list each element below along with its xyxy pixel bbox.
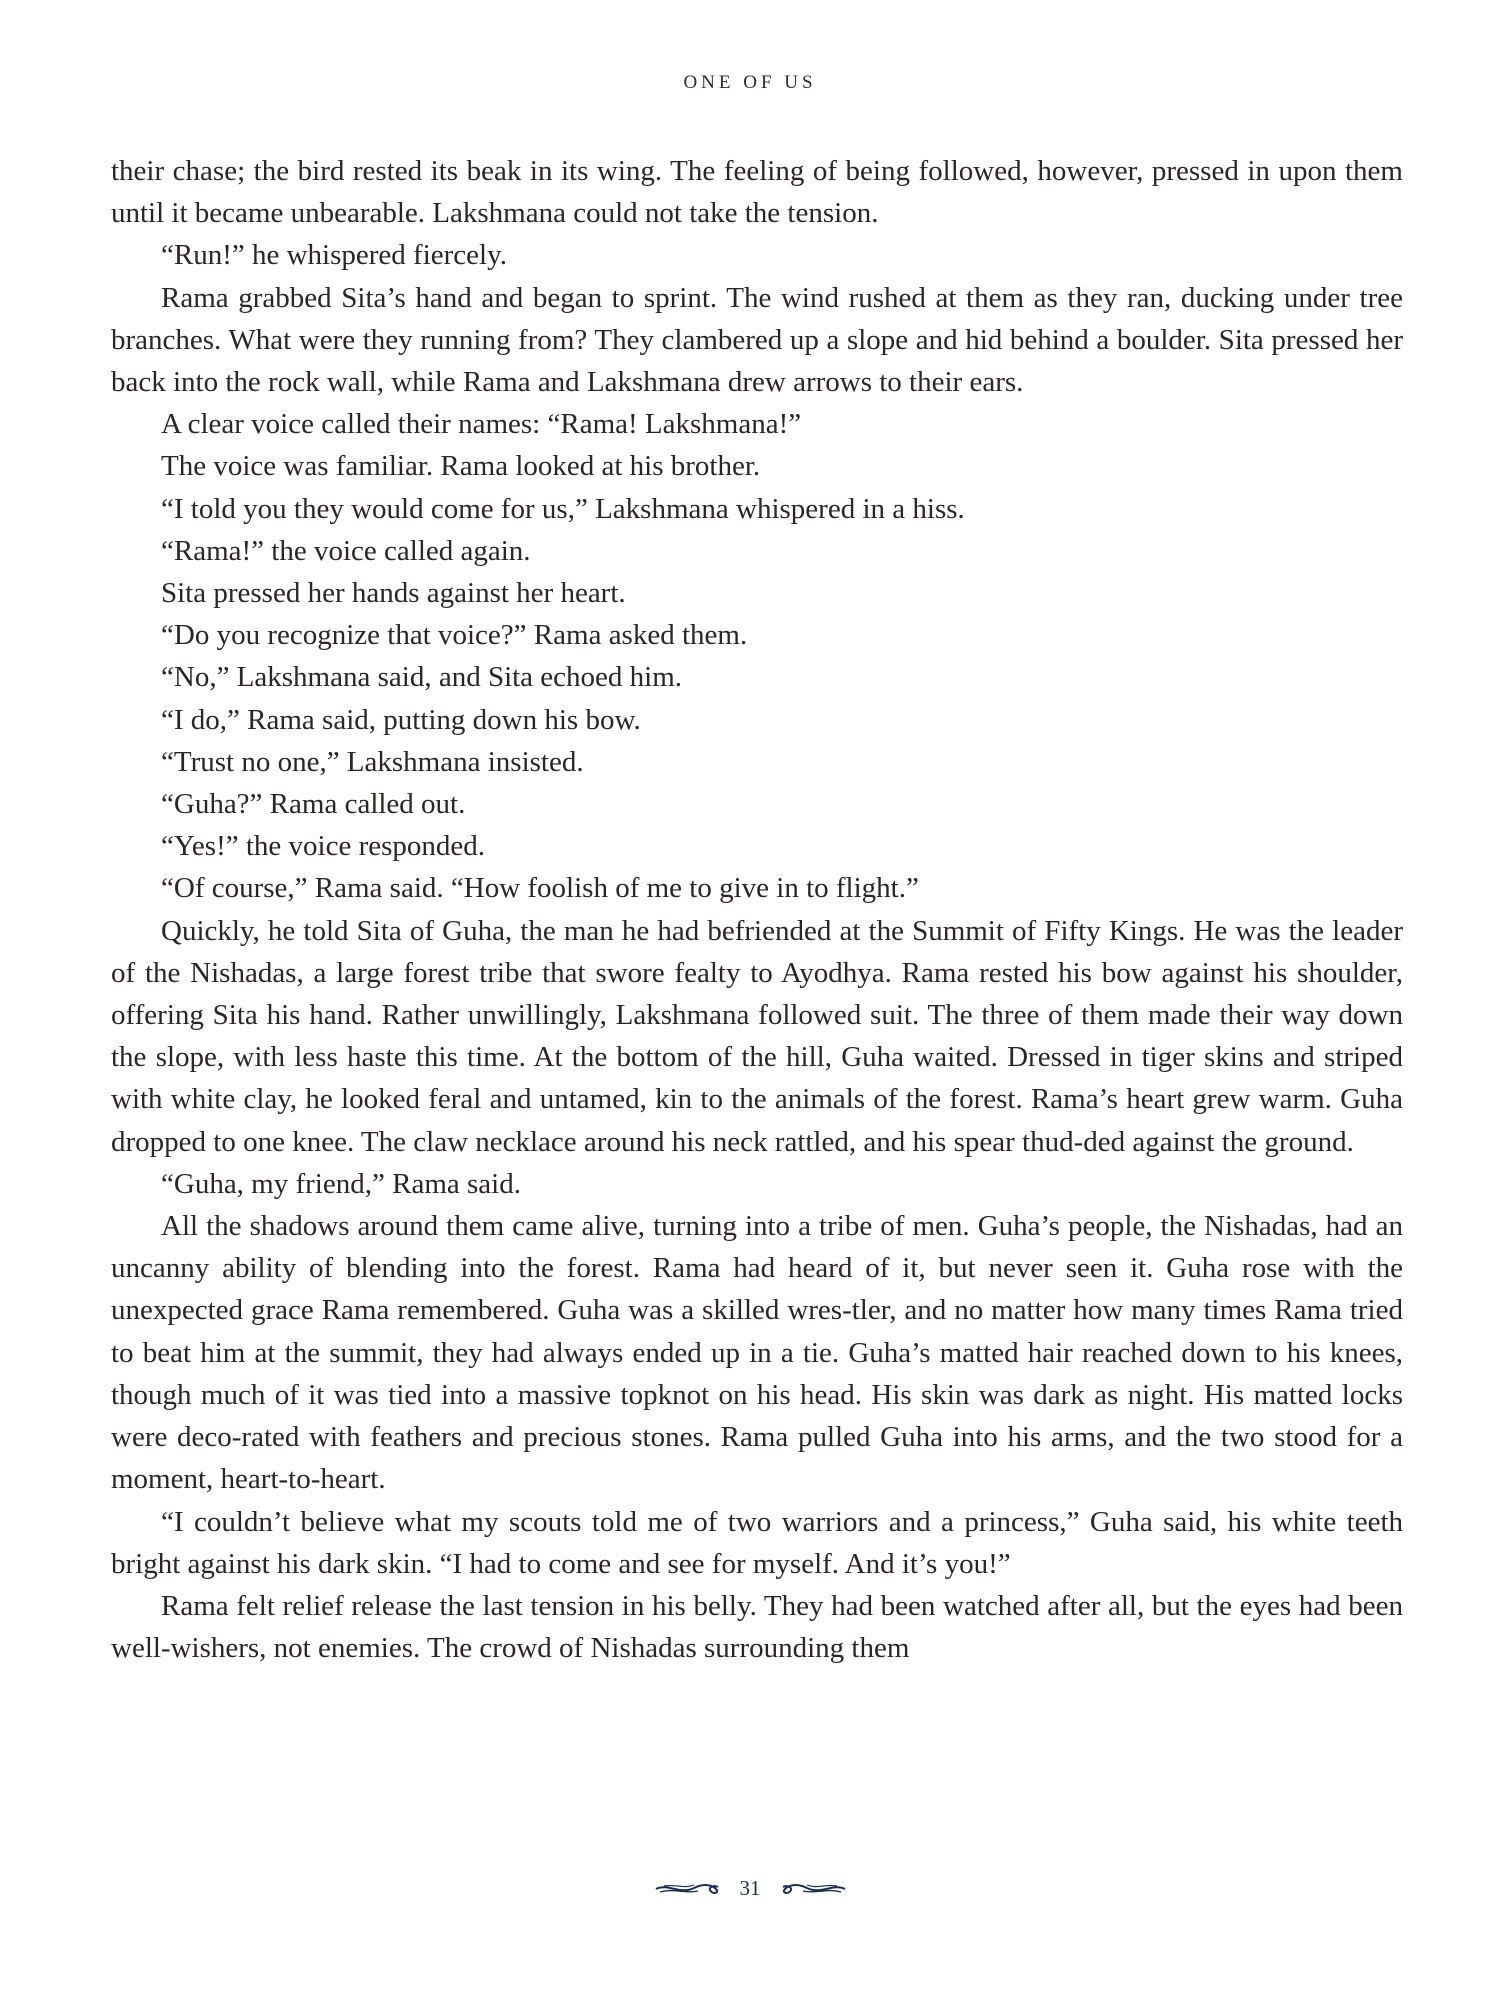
paragraph: “Do you recognize that voice?” Rama asked them. xyxy=(161,619,748,652)
paragraph: Rama felt relief release the last tension in his belly. They had been watched after all, but the eyes had been well-wishers, not enemies. The crowd of Nishadas surrounding them xyxy=(111,1589,1403,1665)
right-flourish-icon xyxy=(773,1879,847,1897)
page-footer xyxy=(0,1870,1500,1906)
page-number: 31 xyxy=(739,1875,761,1900)
paragraph: Quickly, he told Sita of Guha, the man he had befriended at the Summit of Fifty Kings. He was the leader of the Nishadas, a large forest tribe that swore fealty to Ayodhya. Rama rested his bow against his shoulder, offering Sita his hand. Rather unwillingly, Lakshmana followed suit. The three of them made their way down the slope, with less haste this time. At the bottom of the hill, Guha waited. Dressed in tiger skins and striped with white clay, he looked feral and untamed, kin to the animals of the forest. Rama’s heart grew warm. Guha dropped to one knee. The claw necklace around his neck rattled, and his spear thud-ded against the ground. xyxy=(111,914,1403,1158)
paragraph: “I couldn’t believe what my scouts told me of two warriors and a princess,” Guha said, his white teeth bright against his dark skin. “I had to come and see for myself. And it’s you!” xyxy=(111,1505,1403,1580)
paragraph: “Of course,” Rama said. “How foolish of me to give in to flight.” xyxy=(161,872,919,905)
paragraph: “No,” Lakshmana said, and Sita echoed him. xyxy=(161,661,683,694)
body-text xyxy=(111,150,1403,1669)
running-head: ONE OF US xyxy=(683,72,817,93)
paragraph: “I do,” Rama said, putting down his bow. xyxy=(161,703,641,736)
paragraph: “Guha?” Rama called out. xyxy=(161,788,466,821)
left-flourish-icon xyxy=(654,1879,728,1897)
paragraph: their chase; the bird rested its beak in its wing. The feeling of being followed, however, pressed in upon them until it became unbearable. Lakshmana could not take the tension. xyxy=(111,155,1403,230)
paragraph: “Rama!” the voice called again. xyxy=(161,534,531,567)
paragraph: “Trust no one,” Lakshmana insisted. xyxy=(161,745,584,778)
paragraph: The voice was familiar. Rama looked at his brother. xyxy=(161,450,761,483)
paragraph: “Run!” he whispered fiercely. xyxy=(161,239,507,272)
paragraph: A clear voice called their names: “Rama! Lakshmana!” xyxy=(161,408,802,441)
paragraph: “Guha, my friend,” Rama said. xyxy=(161,1167,521,1200)
paragraph: Sita pressed her hands against her heart. xyxy=(161,577,626,610)
paragraph: All the shadows around them came alive, turning into a tribe of men. Guha’s people, the Nishadas, had an uncanny ability of blending into the forest. Rama had heard of it, but never seen it. Guha rose with the unexpected grace Rama remembered. Guha was a skilled wres-tler, and no matter how many times Rama tried to beat him at the summit, they had always ended up in a tie. Guha’s matted hair reached down to his knees, though much of it was tied into a massive topknot on his head. His skin was dark as night. His matted locks were deco-rated with feathers and precious stones. Rama pulled Guha into his arms, and the two stood for a moment, heart-to-heart. xyxy=(111,1210,1403,1496)
paragraph: “Yes!” the voice responded. xyxy=(161,830,486,863)
paragraph: “I told you they would come for us,” Lakshmana whispered in a hiss. xyxy=(161,492,965,525)
paragraph: Rama grabbed Sita’s hand and began to sprint. The wind rushed at them as they ran, ducking under tree branches. What were they running from? They clambered up a slope and hid behind a boulder. Sita pressed her back into the rock wall, while Rama and Lakshmana drew arrows to their ears. xyxy=(111,281,1403,399)
